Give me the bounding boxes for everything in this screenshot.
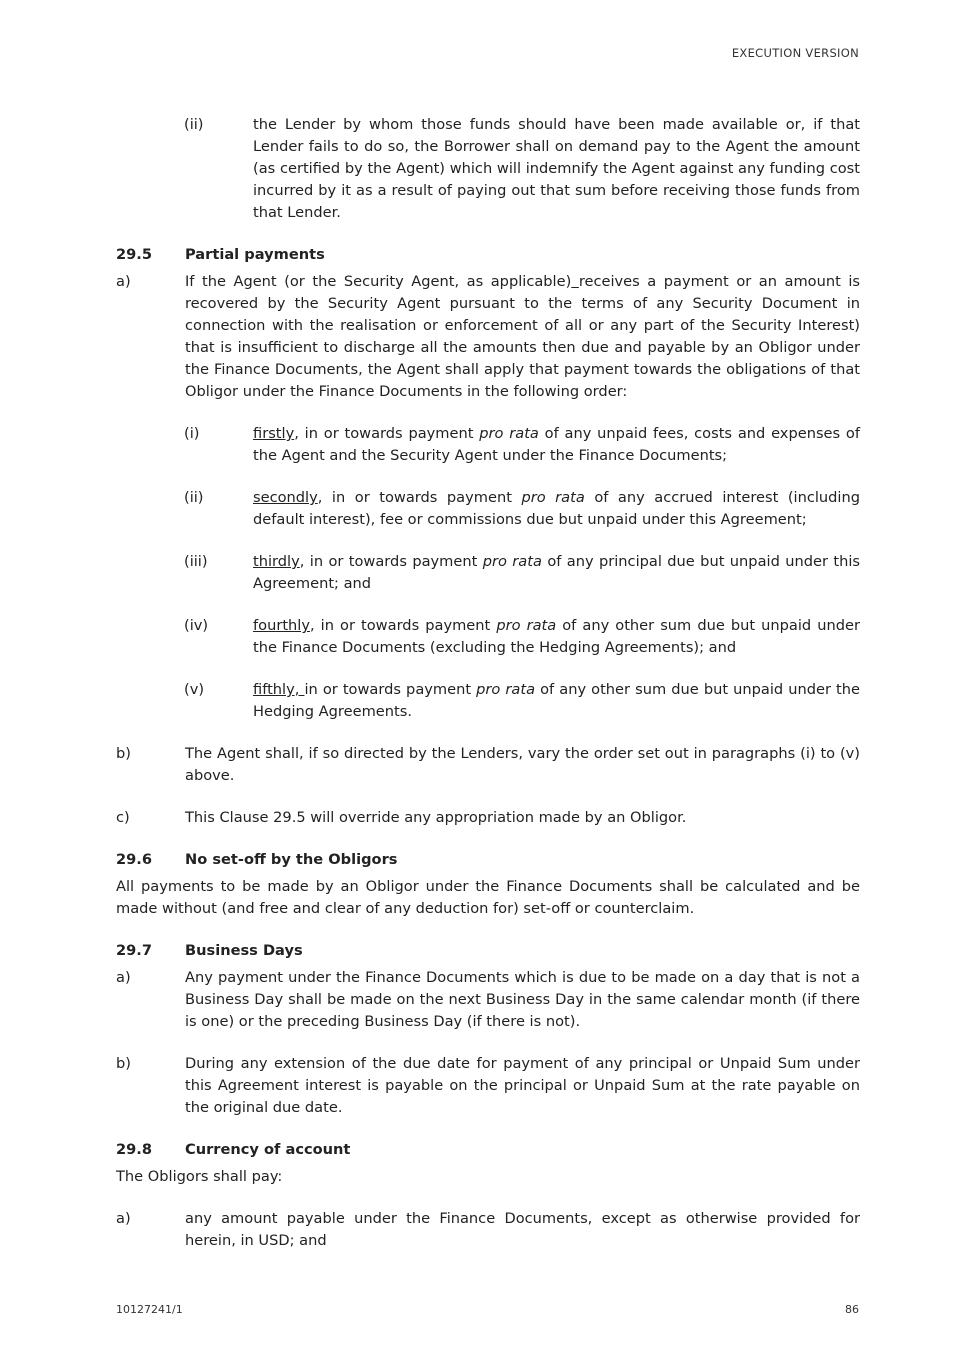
paragraph-label: a) xyxy=(116,273,131,290)
italic-term: pro rata xyxy=(482,553,542,570)
paragraph-text: This Clause 29.5 will override any appropriation made by an Obligor. xyxy=(185,809,687,826)
section-title: Currency of account xyxy=(185,1141,351,1158)
item-label: (ii) xyxy=(184,116,204,133)
item-label: (i) xyxy=(184,425,200,442)
paragraph-29-7-b xyxy=(116,1053,860,1119)
underlined-space xyxy=(571,273,579,290)
item-text xyxy=(253,487,860,531)
section-number: 29.6 xyxy=(116,851,153,868)
item-keyword: fifthly, xyxy=(253,681,305,698)
text-part: of any accrued interest (including default interest), fee or commissions due but unpaid under this Agreement; xyxy=(253,489,860,528)
text-part: of any principal due but unpaid under this Agreement; and xyxy=(253,553,860,592)
paragraph-text: Any payment under the Finance Documents which is due to be made on a day that is not a Business Day shall be made on the next Business Day in the same calendar month (if there is one) or the preceding Business Day (if there is not). xyxy=(185,969,860,1030)
paragraph-29-5-a xyxy=(116,271,860,403)
document-reference: 10127241/1 xyxy=(116,1303,183,1316)
section-29-8-lead: The Obligors shall pay: xyxy=(116,1168,283,1185)
text-part: receives a payment or an amount is recovered by the Security Agent pursuant to the terms of any Security Document in connection with the realisation or enforcement of all or any part of the Security Interest) that is insufficient to discharge all the amounts then due and payable by an Obligor under the Finance Documents, the Agent shall apply that payment towards the obligations of that Obligor under the Finance Documents in the following order: xyxy=(185,273,861,400)
sub-item-ii xyxy=(184,487,860,531)
item-label: (ii) xyxy=(184,489,204,506)
text-part: , in or towards payment xyxy=(299,553,483,570)
text-part: of any other sum due but unpaid under the Hedging Agreements. xyxy=(253,681,860,720)
paragraph-text: During any extension of the due date for payment of any principal or Unpaid Sum under this Agreement interest is payable on the principal or Unpaid Sum at the rate payable on the original due date. xyxy=(185,1055,860,1116)
section-heading-29-8 xyxy=(116,1139,860,1161)
text-part: , in or towards payment xyxy=(309,617,497,634)
section-29-6-text: All payments to be made by an Obligor under the Finance Documents shall be calculated and be made without (and free and clear of any deduction for) set-off or counterclaim. xyxy=(116,878,860,917)
paragraph-label: b) xyxy=(116,745,131,762)
paragraph-label: b) xyxy=(116,1055,131,1072)
sub-item-v xyxy=(184,679,860,723)
item-text xyxy=(253,679,860,723)
page-number: 86 xyxy=(845,1303,859,1316)
text-part: of any unpaid fees, costs and expenses of the Agent and the Security Agent under the Finance Documents; xyxy=(253,425,860,464)
sub-item-iii xyxy=(184,551,860,595)
section-heading-29-5 xyxy=(116,244,860,266)
item-text: the Lender by whom those funds should have been made available or, if that Lender fails to do so, the Borrower shall on demand pay to the Agent the amount (as certified by the Agent) which will indemnify the Agent against any funding cost incurred by it as a result of paying out that sum before receiving those funds from that Lender. xyxy=(253,116,860,221)
paragraph-label: a) xyxy=(116,1210,131,1227)
italic-term: pro rata xyxy=(479,425,539,442)
italic-term: pro rata xyxy=(496,617,557,634)
section-title: Partial payments xyxy=(185,246,325,263)
paragraph-text: The Agent shall, if so directed by the Lenders, vary the order set out in paragraphs (i) to (v) above. xyxy=(185,745,860,784)
item-label: (iii) xyxy=(184,553,208,570)
sub-item-i xyxy=(184,423,860,467)
item-text xyxy=(253,615,860,659)
text-part: If the Agent (or the Security Agent, as applicable) xyxy=(185,273,572,290)
paragraph-label: a) xyxy=(116,969,131,986)
section-title: Business Days xyxy=(185,942,303,959)
paragraph-29-7-a xyxy=(116,967,860,1033)
item-label: (iv) xyxy=(184,617,209,634)
section-heading-29-6 xyxy=(116,849,860,871)
paragraph-label: c) xyxy=(116,809,130,826)
paragraph-29-5-c xyxy=(116,807,860,829)
section-number: 29.8 xyxy=(116,1141,153,1158)
sub-item-iv xyxy=(184,615,860,659)
sub-item-ii-continuation xyxy=(184,114,860,224)
item-keyword: firstly xyxy=(253,425,295,442)
section-title: No set-off by the Obligors xyxy=(185,851,398,868)
section-number: 29.7 xyxy=(116,942,153,959)
section-heading-29-7 xyxy=(116,940,860,962)
item-keyword: secondly xyxy=(253,489,318,506)
item-text xyxy=(253,551,860,595)
section-number: 29.5 xyxy=(116,246,153,263)
paragraph-29-5-b xyxy=(116,743,860,787)
item-label: (v) xyxy=(184,681,205,698)
item-keyword: fourthly xyxy=(253,617,310,634)
execution-version-header: EXECUTION VERSION xyxy=(731,46,859,60)
paragraph-text: any amount payable under the Finance Documents, except as otherwise provided for herein, in USD; and xyxy=(185,1210,860,1249)
text-part: , in or towards payment xyxy=(317,489,522,506)
italic-term: pro rata xyxy=(521,489,585,506)
page-body xyxy=(116,114,860,1272)
text-part: in or towards payment xyxy=(304,681,477,698)
paragraph-29-8-a xyxy=(116,1208,860,1252)
item-keyword: thirdly xyxy=(253,553,300,570)
paragraph-text xyxy=(185,271,860,403)
italic-term: pro rata xyxy=(476,681,536,698)
text-part: of any other sum due but unpaid under the Finance Documents (excluding the Hedging Agreements); and xyxy=(253,617,860,656)
item-text xyxy=(253,423,860,467)
text-part: , in or towards payment xyxy=(294,425,480,442)
